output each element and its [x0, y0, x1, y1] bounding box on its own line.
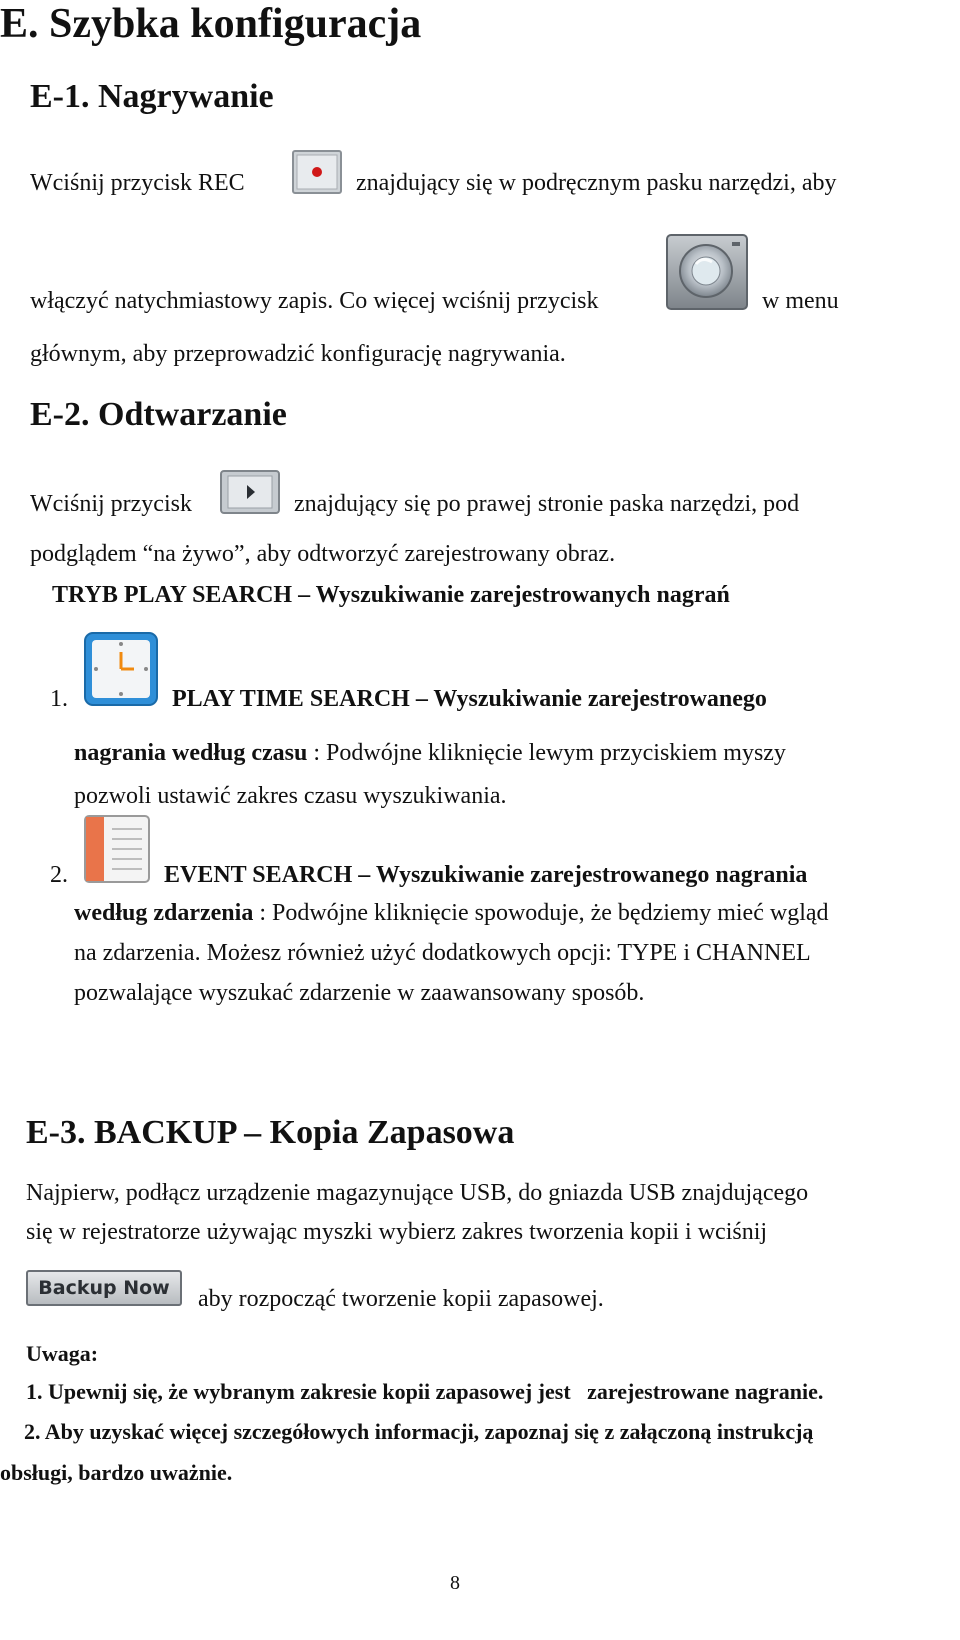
section-heading-backup: E-3. BACKUP – Kopia Zapasowa	[26, 1114, 515, 1151]
item1-title: PLAY TIME SEARCH – Wyszukiwanie zarejestrowanego	[172, 686, 767, 712]
page-title: E. Szybka konfiguracja	[0, 1, 422, 47]
item2-line2	[74, 900, 829, 927]
item1-rest: : Podwójne kliknięcie lewym przyciskiem myszy	[307, 740, 786, 766]
play-icon	[220, 470, 280, 514]
e1-text-3: głównym, aby przeprowadzić konfigurację nagrywania.	[30, 341, 566, 367]
e3-text-1: Najpierw, podłącz urządzenie magazynujące USB, do gniazda USB znajdującego	[26, 1180, 809, 1206]
e1-text-1a: Wciśnij przycisk REC	[30, 170, 245, 196]
play-search-heading: TRYB PLAY SEARCH – Wyszukiwanie zarejestrowanych nagrań	[52, 582, 730, 608]
section-heading-playback: E-2. Odtwarzanie	[30, 396, 287, 433]
backup-now-button[interactable]: Backup Now	[26, 1270, 182, 1306]
e1-text-2a: włączyć natychmiastowy zapis. Co więcej wciśnij przycisk	[30, 288, 599, 314]
item2-line3: na zdarzenia. Możesz również użyć dodatkowych opcji: TYPE i CHANNEL	[74, 940, 811, 966]
section-heading-recording: E-1. Nagrywanie	[30, 78, 274, 115]
item2-bold: według zdarzenia	[74, 900, 254, 926]
item1-line2	[74, 740, 786, 767]
item1-line3: pozwoli ustawić zakres czasu wyszukiwania.	[74, 783, 507, 809]
note-label: Uwaga:	[26, 1341, 99, 1366]
settings-disc-icon	[666, 234, 748, 310]
clock-icon	[84, 632, 158, 706]
e3-text-2: się w rejestratorze używając myszki wybierz zakres tworzenia kopii i wciśnij	[26, 1219, 768, 1245]
e1-text-2b: w menu	[762, 288, 839, 314]
record-icon	[292, 150, 342, 194]
page-number: 8	[450, 1572, 460, 1594]
item2-number: 2.	[50, 862, 68, 888]
item1-number: 1.	[50, 686, 68, 712]
note-2a: 2. Aby uzyskać więcej szczegółowych informacji, zapoznaj się z załączoną instrukcją	[24, 1419, 814, 1444]
e2-text-2: podglądem “na żywo”, aby odtworzyć zarejestrowany obraz.	[30, 541, 616, 567]
item1-bold: nagrania według czasu	[74, 740, 308, 766]
e2-text-1b: znajdujący się po prawej stronie paska narzędzi, pod	[294, 491, 800, 517]
e3-text-3: aby rozpocząć tworzenie kopii zapasowej.	[198, 1286, 604, 1312]
e2-text-1a: Wciśnij przycisk	[30, 491, 192, 517]
event-list-icon	[84, 815, 150, 883]
e1-text-1b: znajdujący się w podręcznym pasku narzędzi, aby	[356, 170, 837, 196]
item2-rest: : Podwójne kliknięcie spowoduje, że będziemy mieć wgląd	[253, 900, 829, 926]
item2-title: EVENT SEARCH – Wyszukiwanie zarejestrowanego nagrania	[164, 862, 808, 888]
item2-line4: pozwalające wyszukać zdarzenie w zaawansowany sposób.	[74, 980, 645, 1006]
note-1: 1. Upewnij się, że wybranym zakresie kopii zapasowej jest zarejestrowane nagranie.	[26, 1379, 824, 1404]
note-2b: obsługi, bardzo uważnie.	[0, 1460, 233, 1485]
